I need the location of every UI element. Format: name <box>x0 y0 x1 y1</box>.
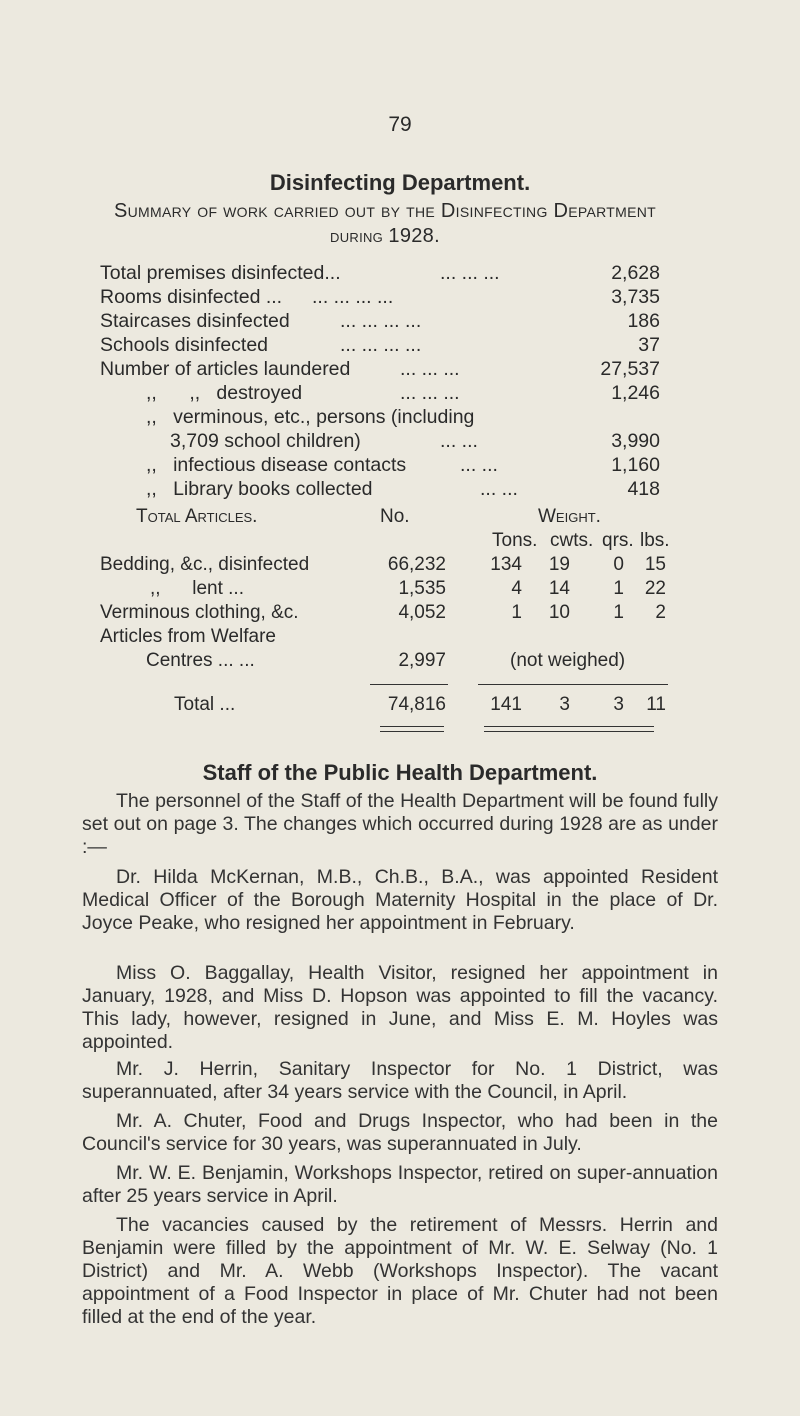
summary-row-dots: ... ... <box>440 430 478 452</box>
row-qrs: 0 <box>613 554 624 575</box>
row-tons: 4 <box>511 578 522 599</box>
summary-year: 1928. <box>388 225 440 247</box>
summary-row <box>100 284 660 310</box>
weight-unit-lbs: lbs. <box>640 530 670 551</box>
summary-row <box>100 428 660 454</box>
summary-row-value: 3,990 <box>611 430 660 452</box>
summary-title-during: during <box>330 226 384 246</box>
summary-row-label: Number of articles laundered <box>100 358 351 380</box>
section-heading-staff: Staff of the Public Health Department. <box>202 760 598 785</box>
summary-row-value: 27,537 <box>600 358 660 380</box>
paragraph-text: Mr. W. E. Benjamin, Workshops Inspector, retired on super-annuation after 25 years service in April. <box>82 1162 718 1207</box>
rule-weight-subtotal <box>478 684 668 685</box>
paragraph-text: The personnel of the Staff of the Health Department will be found fully set out on page 3. The changes which occurred during 1928 are as under :— <box>82 790 718 858</box>
double-rule-weight-1 <box>484 726 654 727</box>
summary-row-dots: ... ... ... ... <box>340 310 422 332</box>
row-qrs: 1 <box>613 602 624 623</box>
row-lbs: 22 <box>644 578 666 599</box>
paragraph-text: Dr. Hilda McKernan, M.B., Ch.B., B.A., was appointed Resident Medical Officer of the Borough Maternity Hospital in the place of Dr. Joyce Peake, who resigned her appointment in February. <box>82 866 718 934</box>
row-label-cont: Centres ... ... <box>146 650 255 671</box>
summary-row-label: 3,709 school children) <box>170 430 361 452</box>
summary-row <box>100 404 660 430</box>
summary-row <box>100 356 660 382</box>
paragraph <box>82 790 718 859</box>
summary-row-label: Rooms disinfected ... <box>100 286 283 308</box>
row-lbs: 15 <box>644 554 666 575</box>
summary-row-label: Total premises disinfected... <box>100 262 341 284</box>
total-tons: 141 <box>490 694 522 715</box>
row-no: 4,052 <box>398 602 446 623</box>
paragraph-text: Mr. A. Chuter, Food and Drugs Inspector, who had been in the Council's service for 30 years, was superannuated in July. <box>82 1110 718 1155</box>
total-no: 74,816 <box>387 694 446 715</box>
summary-row-value: 1,246 <box>611 382 660 404</box>
summary-row <box>100 308 660 334</box>
summary-row-dots: ... ... <box>460 454 498 476</box>
total-lbs: 11 <box>646 694 666 715</box>
summary-row-value: 3,735 <box>611 286 660 308</box>
summary-row-label: ,, ,, destroyed <box>146 382 303 404</box>
double-rule-no-1 <box>380 726 444 727</box>
weight-unit-cwts: cwts. <box>550 530 594 551</box>
row-no: 1,535 <box>398 578 446 599</box>
double-rule-no-2 <box>380 731 444 732</box>
row-no: 2,997 <box>398 650 446 671</box>
paragraph <box>82 1214 718 1329</box>
summary-row-value: 186 <box>627 310 660 332</box>
paragraph-text: The vacancies caused by the retirement of Messrs. Herrin and Benjamin were filled by the appointment of Mr. W. E. Selway (No. 1 District) and Mr. A. Webb (Workshops Inspector). The vacant appointment of a Food Inspector in place of Mr. Chuter had not been filled at the end of the year. <box>82 1214 718 1328</box>
row-cwts: 14 <box>548 578 570 599</box>
summary-row-value: 418 <box>627 478 660 500</box>
summary-row-label: ,, infectious disease contacts <box>146 454 407 476</box>
summary-row-dots: ... ... ... ... <box>312 286 394 308</box>
summary-row-dots: ... ... ... <box>400 382 460 404</box>
paragraph-text: Mr. J. Herrin, Sanitary Inspector for No. 1 District, was superannuated, after 34 years service with the Council, in April. <box>82 1058 718 1103</box>
section-heading-disinfecting: Disinfecting Department. <box>269 170 531 195</box>
paragraph <box>82 1162 718 1208</box>
summary-title-line2 <box>60 225 710 248</box>
total-qrs: 3 <box>613 694 624 715</box>
row-cwts: 19 <box>548 554 570 575</box>
summary-row-value: 2,628 <box>611 262 660 284</box>
summary-row-dots: ... ... ... <box>440 262 500 284</box>
table-header-weight: Weight. <box>538 506 601 527</box>
summary-row <box>100 260 660 286</box>
table-header-no: No. <box>380 506 410 527</box>
summary-row <box>100 476 660 502</box>
row-label: Bedding, &c., disinfected <box>100 554 310 575</box>
summary-row <box>100 452 660 478</box>
row-qrs: 1 <box>613 578 624 599</box>
row-cwts: 10 <box>548 602 570 623</box>
paragraph-text: Miss O. Baggallay, Health Visitor, resigned her appointment in January, 1928, and Miss D. Hopson was appointed to fill the vacancy. This lady, however, resigned in June, and Miss E. M. Hoyles was appointed. <box>82 962 718 1053</box>
total-label: Total ... <box>174 694 236 715</box>
weight-unit-tons: Tons. <box>492 530 538 551</box>
summary-row-label: Staircases disinfected <box>100 310 290 332</box>
paragraph <box>82 962 718 1054</box>
row-weight-note: (not weighed) <box>510 650 626 671</box>
summary-row-label: Schools disinfected <box>100 334 269 356</box>
row-label: Articles from Welfare <box>100 626 276 647</box>
row-label: Verminous clothing, &c. <box>100 602 299 623</box>
paragraph <box>82 1110 718 1156</box>
summary-row <box>100 332 660 358</box>
summary-row-label: ,, verminous, etc., persons (including <box>146 406 475 428</box>
rule-no-subtotal <box>370 684 448 685</box>
row-no: 66,232 <box>387 554 446 575</box>
double-rule-weight-2 <box>484 731 654 732</box>
total-cwts: 3 <box>559 694 570 715</box>
paragraph <box>82 866 718 935</box>
summary-row-dots: ... ... ... <box>400 358 460 380</box>
summary-row-value: 1,160 <box>611 454 660 476</box>
row-lbs: 2 <box>655 602 666 623</box>
summary-row-label: ,, Library books collected <box>146 478 373 500</box>
weight-unit-qrs: qrs. <box>602 530 634 551</box>
summary-row <box>100 380 660 406</box>
table-header-articles: Total Articles. <box>136 506 258 527</box>
summary-title-line1: Summary of work carried out by the Disinfecting Department <box>114 200 656 222</box>
page-number: 79 <box>388 113 412 136</box>
row-tons: 1 <box>511 602 522 623</box>
row-label: ,, lent ... <box>150 578 244 599</box>
summary-row-dots: ... ... ... ... <box>340 334 422 356</box>
summary-row-dots: ... ... <box>480 478 518 500</box>
row-tons: 134 <box>490 554 522 575</box>
paragraph <box>82 1058 718 1104</box>
summary-row-value: 37 <box>638 334 660 356</box>
